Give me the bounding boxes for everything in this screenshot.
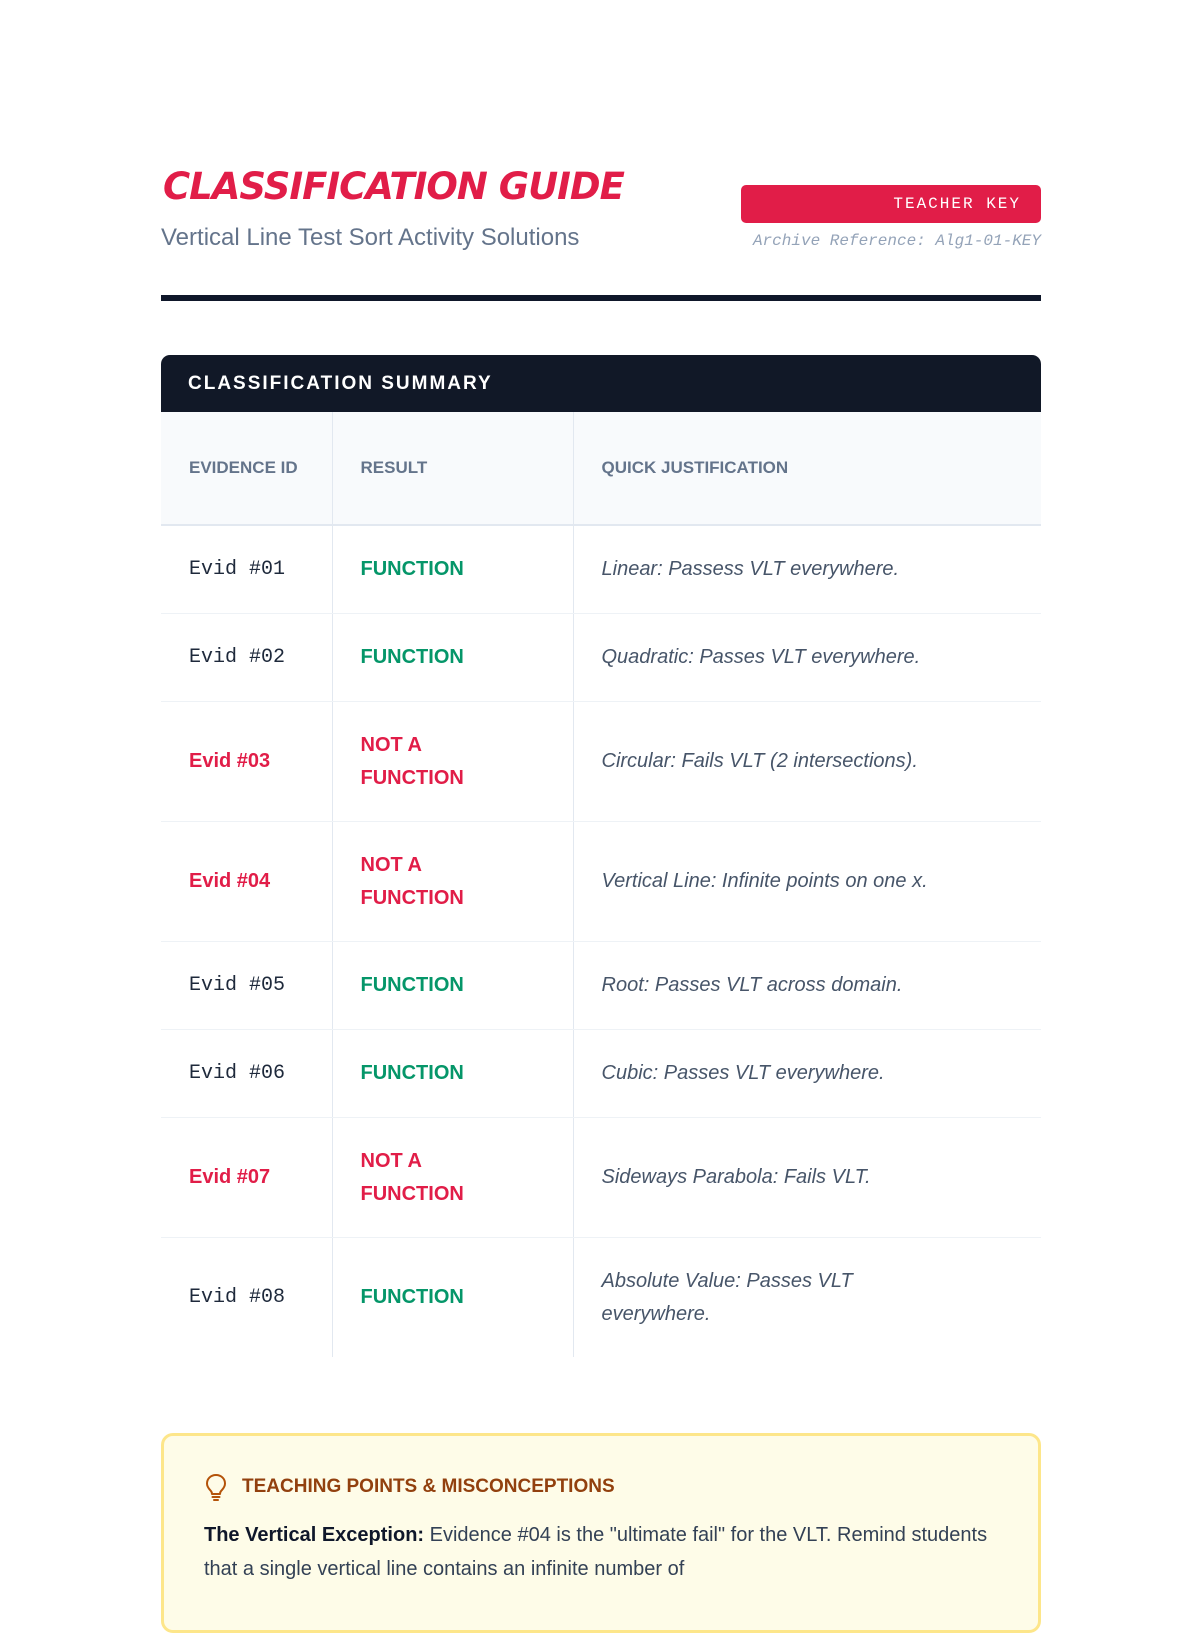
table-row xyxy=(161,1238,1041,1358)
justification-text: Cubic: Passes VLT everywhere. xyxy=(601,1062,885,1084)
justification-text: Circular: Fails VLT (2 intersections). xyxy=(601,750,918,772)
table-row xyxy=(161,1030,1041,1118)
result-label: NOT A FUNCTION xyxy=(360,733,464,789)
page-header xyxy=(161,0,1041,302)
evidence-id: Evid #03 xyxy=(189,750,271,772)
callout-lead: The Vertical Exception: xyxy=(204,1524,425,1546)
teacher-key-page xyxy=(161,0,1041,1580)
table-row xyxy=(161,822,1041,942)
classification-summary-card xyxy=(161,355,1041,1357)
header-divider xyxy=(161,295,1041,301)
summary-heading: CLASSIFICATION SUMMARY xyxy=(161,355,1041,412)
justification-text: Root: Passes VLT across domain. xyxy=(601,974,903,996)
callout-title xyxy=(204,1472,998,1502)
justification-text: Linear: Passess VLT everywhere. xyxy=(601,558,900,580)
lightbulb-icon xyxy=(204,1473,228,1501)
evidence-id: Evid #05 xyxy=(189,974,286,997)
archive-reference: Archive Reference: Alg1-01-KEY xyxy=(752,232,1041,250)
justification-text: Sideways Parabola: Fails VLT. xyxy=(601,1166,871,1188)
teacher-key-badge: TEACHER KEY xyxy=(741,185,1041,223)
result-label: NOT A FUNCTION xyxy=(360,1149,464,1205)
result-label: FUNCTION xyxy=(360,558,464,580)
classification-table xyxy=(161,412,1041,1357)
teaching-points-callout xyxy=(161,1433,1041,1633)
result-label: FUNCTION xyxy=(360,1286,464,1308)
evidence-id: Evid #06 xyxy=(189,1062,286,1085)
page-title: CLASSIFICATION GUIDE xyxy=(163,165,624,208)
justification-text: Vertical Line: Infinite points on one x. xyxy=(601,870,928,892)
column-header-justification: QUICK JUSTIFICATION xyxy=(573,412,1041,525)
evidence-id: Evid #01 xyxy=(189,558,286,581)
result-label: FUNCTION xyxy=(360,646,464,668)
evidence-id: Evid #07 xyxy=(189,1166,271,1188)
result-label: FUNCTION xyxy=(360,974,464,996)
table-row xyxy=(161,1118,1041,1238)
page-subtitle: Vertical Line Test Sort Activity Solutions xyxy=(161,224,580,251)
evidence-id: Evid #08 xyxy=(189,1286,286,1309)
column-header-evidence-id: EVIDENCE ID xyxy=(161,412,332,525)
table-row xyxy=(161,702,1041,822)
evidence-id: Evid #04 xyxy=(189,870,271,892)
callout-text: Evidence #04 is the "ultimate fail" for the VLT. Remind students that a single vertical line contains an infinite number of xyxy=(204,1524,988,1580)
callout-body xyxy=(204,1518,998,1586)
callout-heading: TEACHING POINTS & MISCONCEPTIONS xyxy=(242,1476,615,1497)
justification-text: Quadratic: Passes VLT everywhere. xyxy=(601,646,921,668)
table-row xyxy=(161,525,1041,614)
column-header-result: RESULT xyxy=(332,412,573,525)
table-header-row xyxy=(161,412,1041,525)
evidence-id: Evid #02 xyxy=(189,646,286,669)
result-label: NOT A FUNCTION xyxy=(360,853,464,909)
table-row xyxy=(161,614,1041,702)
table-row xyxy=(161,942,1041,1030)
result-label: FUNCTION xyxy=(360,1062,464,1084)
justification-text: Absolute Value: Passes VLT everywhere. xyxy=(601,1269,853,1325)
